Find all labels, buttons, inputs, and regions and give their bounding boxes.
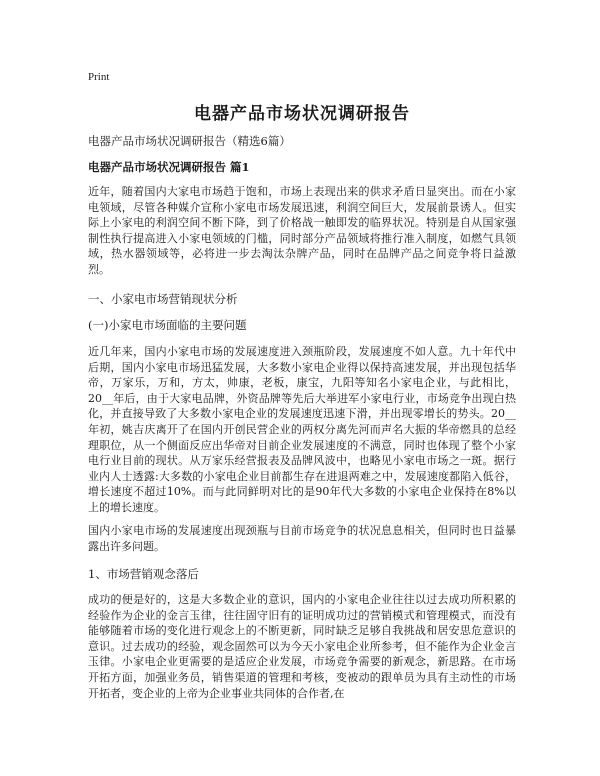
heading-marketing-concept: 1、市场营销观念落后 bbox=[88, 567, 199, 581]
heading-main-problems: (一)小家电市场面临的主要问题 bbox=[88, 318, 247, 332]
document-subtitle: 电器产品市场状况调研报告（精选6篇） bbox=[88, 134, 291, 148]
heading-market-status: 一、小家电市场营销现状分析 bbox=[88, 292, 238, 306]
paragraph-intro: 近年，随着国内大家电市场趋于饱和，市场上表现出来的供求矛盾日显突出。而在小家电领域，尽管各种媒介宣称小家电市场发展迅速，利润空间巨大，发展前景诱人。但实际上小家电的利润空间不断下降，到了价格战一触即发的临界状况。特别是自从国家强制性执行提高进入小家电领域的门槛，同时部分产品领域将推行准入制度，如燃气具领域，热水器领域等，必将进一步去淘汰杂牌产品，同时在品牌产品之间竞争将日益激烈。 bbox=[88, 185, 516, 276]
paragraph-body-1: 近几年来，国内小家电市场的发展速度进入颈瓶阶段，发展速度不如人意。九十年代中后期，国内小家电市场迅猛发展，大多数小家电企业得以保持高速发展，并出现包括华帝，万家乐，万和，方太，帅康，老板，康宝，九阳等知名小家电企业，与此相比，20__年后，由于大家电品牌，外资品牌等先后大举进军小家电行业，市场竞争出现白热化，并直接导致了大多数小家电企业的发展速度迅速下滑，并出现零增长的势头。20__年初，姚吉庆离开了在国内开创民营企业的两权分离先河而声名大振的华帝燃具的总经理职位，从一个侧面反应出华帝对目前企业发展速度的不满意，同时也体现了整个小家电行业目前的现状。从万家乐经营报表及品牌风波中，也略见小家电市场之一斑。据行业内人士透露:大多数的小家电企业目前都生存在进退两难之中，发展速度都陷入低谷，增长速度不超过10%。而与此同鲜明对比的是90年代大多数的小家电企业保持在8%以上的增长速度。 bbox=[88, 345, 516, 514]
paragraph-body-3: 成功的便是好的，这是大多数企业的意识，国内的小家电企业往往以过去成功所积累的经验作为企业的金言玉律，往往固守旧有的证明成功过的营销模式和管理模式，而没有能够随着市场的变化进行观念上的不断更新，同时缺乏足够自我挑战和居安思危意识的意识。过去成功的经验，观念固然可以为今天小家电企业所参考，但不能作为企业金言玉律。小家电企业更需要的是适应企业发展，市场竞争需要的新观念，新思路。在市场开拓方面，加强业务员，销售渠道的管理和考核，变被动的跟单员为具有主动性的市场开拓者，变企业的上帝为企业事业共同体的合作者,在 bbox=[88, 593, 516, 700]
print-link[interactable]: Print bbox=[88, 71, 110, 83]
paragraph-body-2: 国内小家电市场的发展速度出现颈瓶与目前市场竞争的状况息息相关，但同时也日益暴露出许多问题。 bbox=[88, 524, 516, 553]
document-title: 电器产品市场状况调研报告 bbox=[194, 104, 410, 124]
section-title: 电器产品市场状况调研报告 篇1 bbox=[88, 160, 250, 174]
